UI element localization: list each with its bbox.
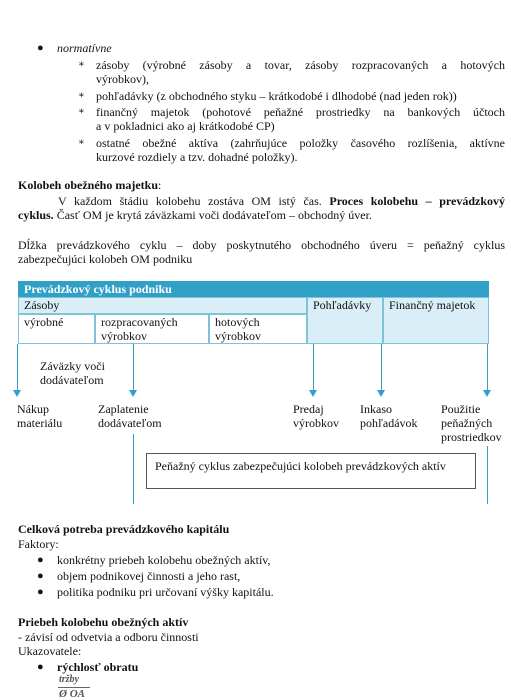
arrow-nakup-head	[13, 390, 21, 397]
paragraph-dlzka-2: zabezpečujúci kolobeh OM podniku	[18, 252, 193, 266]
bullet-dot: ●	[37, 661, 44, 673]
bullet-dot: ●	[37, 42, 44, 54]
arrow-zaplatenie	[133, 344, 134, 392]
arrow-nakup	[17, 344, 18, 392]
cash-cycle-left-line	[133, 434, 134, 504]
list-item-financny-cont: a v pokladnici ako aj krátkodobé CP)	[96, 119, 275, 133]
cell-rozpracovanych: rozpracovaných výrobkov	[95, 314, 209, 344]
list-item-zasoby: zásoby (výrobné zásoby a tovar, zásoby rozpracovaných a hotových	[96, 58, 505, 72]
section-title-potreba: Celková potreba prevádzkového kapitálu	[18, 522, 230, 536]
arrow-inkaso	[381, 344, 382, 392]
cell-pohladavky: Pohľadávky	[307, 297, 383, 344]
priebeh-line-2: Ukazovatele:	[18, 644, 82, 658]
bullet-dot: ●	[37, 570, 44, 582]
priebeh-line-1: - závisí od odvetvia a odboru činnosti	[18, 630, 199, 644]
formula-denominator: Ø OA	[59, 688, 85, 700]
bullet-star: ∗	[78, 59, 85, 70]
section-title-priebeh: Priebeh kolobehu obežných aktív	[18, 615, 189, 629]
faktory-label: Faktory:	[18, 537, 59, 551]
bullet-dot: ●	[37, 554, 44, 566]
bullet-dot: ●	[37, 586, 44, 598]
label-zavazky: Záväzky voči dodávateľom	[40, 359, 105, 387]
bullet-star: ∗	[78, 106, 85, 117]
list-item-financny: finančný majetok (pohotové peňažné prostriedky na bankových účtoch	[96, 105, 505, 119]
cash-cycle-label: Peňažný cyklus zabezpečujúci kolobeh prevádzkových aktív	[155, 459, 446, 473]
bullet-star: ∗	[78, 137, 85, 148]
label-zaplatenie: Zaplatenie dodávateľom	[98, 402, 162, 430]
cell-financny-majetok: Finančný majetok	[383, 297, 489, 344]
label-inkaso: Inkaso pohľadávok	[360, 402, 418, 430]
list-heading-normativne: normatívne	[57, 41, 112, 55]
paragraph-kolobeh-2: cyklus. Časť OM je krytá záväzkami voči dodávateľom – obchodný úver.	[18, 208, 372, 222]
diagram-header: Prevádzkový cyklus podniku	[18, 281, 489, 297]
cell-zasoby: Zásoby	[18, 297, 307, 314]
paragraph-kolobeh-1: V každom štádiu kolobehu zostáva OM istý čas. Proces kolobehu – prevádzkový	[58, 194, 505, 208]
list-item-faktor: konkrétny priebeh kolobehu obežných aktív,	[57, 553, 271, 567]
section-title-kolobeh: Kolobeh obežného majetku:	[18, 178, 162, 192]
list-item-faktor: politika podniku pri určovaní výšky kapitálu.	[57, 585, 274, 599]
arrow-predaj	[313, 344, 314, 392]
cell-vyrobne: výrobné	[18, 314, 95, 344]
list-item-rychlost: rýchlosť obratu	[57, 660, 139, 674]
list-item-pohladavky: pohľadávky (z obchodného styku – krátkodobé i dlhodobé (nad jeden rok))	[96, 89, 457, 103]
arrow-zaplatenie-head	[129, 390, 137, 397]
list-item-faktor: objem podnikovej činnosti a jeho rast,	[57, 569, 241, 583]
list-item-zasoby-cont: výrobkov),	[96, 72, 149, 86]
paragraph-dlzka-1: Dĺžka prevádzkového cyklu – doby poskytnutého obchodného úveru = peňažný cyklus	[18, 238, 505, 252]
cash-cycle-right-line	[487, 446, 488, 504]
list-item-ostatne: ostatné obežné aktíva (zahrňujúce položky časového rozlíšenia, aktívne	[96, 136, 505, 150]
arrow-pouzitie-head	[483, 390, 491, 397]
label-predaj: Predaj výrobkov	[293, 402, 339, 430]
bullet-star: ∗	[78, 90, 85, 101]
label-pouzitie: Použitie peňažných prostriedkov	[441, 402, 502, 444]
arrow-pouzitie	[487, 344, 488, 392]
arrow-predaj-head	[309, 390, 317, 397]
cell-hotovych: hotových výrobkov	[209, 314, 307, 344]
arrow-inkaso-head	[377, 390, 385, 397]
list-item-ostatne-cont: kurzové rozdiely a tzv. dohadné položky).	[96, 150, 298, 164]
label-nakup: Nákup materiálu	[17, 402, 63, 430]
formula-numerator: tržby	[59, 674, 79, 685]
